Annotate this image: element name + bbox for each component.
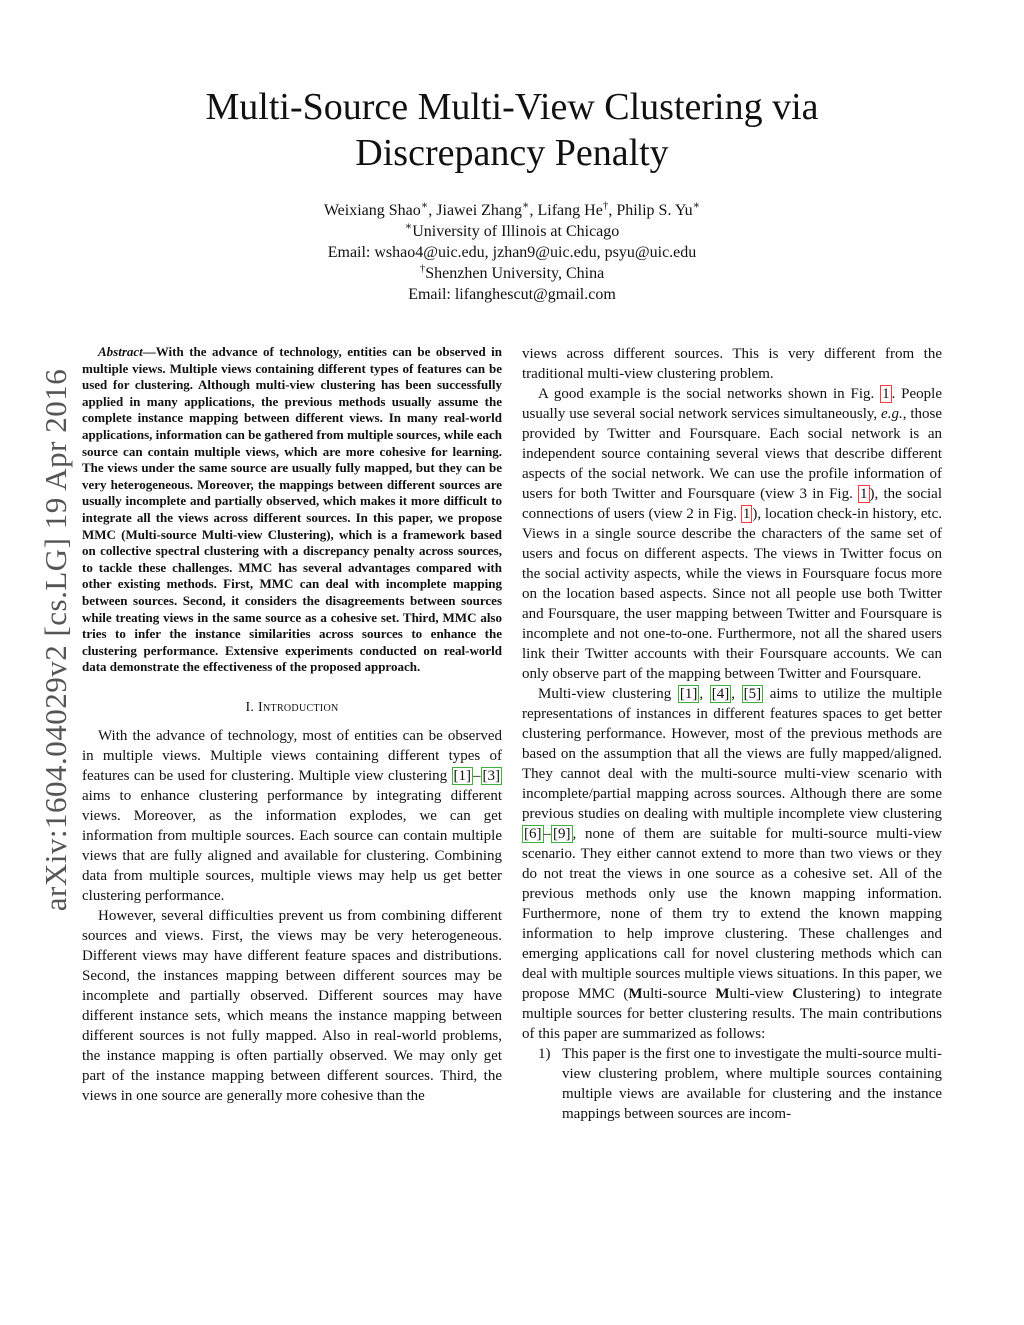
intro-paragraph-3: views across different sources. This is very different from the traditional multi-view clustering problem. (522, 346, 942, 382)
affiliation-mark: ∗ (404, 220, 413, 233)
intro-paragraph-4 (522, 384, 942, 684)
figure-link[interactable]: 1 (860, 486, 868, 502)
author-name: Philip S. Yu (616, 202, 693, 219)
arxiv-stamp (38, 368, 73, 912)
paragraph-text: ), location check-in history, etc. Views in a single source describe the characters of the same set of users and focus on different aspects. The views in Twitter focus on the social activity aspects, while the views in Foursquare focus more on the location based aspects. Since not all people use both Twitter and Foursquare, the user mapping between Twitter and Foursquare is incomplete and not one-to-one. Furthermore, not all the shared users link their Twitter accounts with their Foursquare accounts. We can only observe part of the mapping between Twitter and Foursquare. (522, 506, 942, 682)
paragraph-text: ulti-view (729, 986, 793, 1002)
paragraph-text: , those provided by Twitter and Foursquare. Each social network is an independent source containing several views that describe different aspects of the social network. We can use the profile information of users for both Twitter and Foursquare (view 3 in Fig. (522, 406, 942, 502)
paragraph-text: aims to enhance clustering performance by integrating different views. Moreover, as the information explodes, we can get information from multiple sources. Each source can contain multiple views that are fully aligned and available for clustering. Combining data from multiple sources, multiple views may help us get better clustering performance. (82, 787, 502, 904)
paragraph-text: ) to integrate multiple sources for better clustering results. The main contributions of this paper are summarized as follows: (522, 986, 943, 1042)
section-heading-introduction (82, 698, 502, 718)
paragraph-text: ulti-source (642, 986, 716, 1002)
abstract-text: With the advance of technology, entities can be observed in multiple views. Multiple views containing different types of features can be used for clustering. Although multi-view clustering has been successfully applied in many applications, the previous methods usually assume the complete instance mapping between different views. In many real-world applications, information can be gathered from multiple sources, while each source can contain multiple views, which are more cohesive for learning. The views under the same source are usually fully mapped, but they can be very heterogeneous. Moreover, the mappings between different sources are usually incomplete and partially observed, which makes it more difficult to integrate all the views across different sources. In this paper, we propose MMC (Multi-source Multi-view Clustering), which is a framework based on collective spectral clustering with a discrepancy penalty across sources, to tackle these challenges. MMC has several advantages compared with other existing methods. First, MMC can deal with incomplete mapping between sources. Second, it considers the disagreements between sources while treating views in the same source as a cohesive set. Third, MMC also tries to infer the instance similarities across sources to enhance the clustering performance. Extensive experiments conducted on real-world data demonstrate the effectiveness of the proposed approach. (82, 344, 502, 675)
paragraph-text: A good example is the social networks shown in Fig. (538, 386, 881, 402)
paragraph-text: aims to utilize the multiple representations of instances in different features spaces to get better clustering performance. However, most of the previous methods are based on the assumption that all the views are fully mapped/aligned. They cannot deal with the multi-source multi-view scenario with incomplete/partial mapping across sources. Although there are some previous studies on dealing with multiple incomplete view clustering (522, 686, 943, 822)
email-2: Email: lifanghescut@gmail.com (408, 286, 616, 303)
affiliation-mark: † (602, 199, 609, 212)
list-item-text: This paper is the first one to investigate the multi-source multi-view clustering problem, where multiple sources containing multiple views are available for clustering and the instance mappings between sources are incom- (562, 1046, 942, 1122)
author-name: Weixiang Shao (323, 202, 421, 219)
left-column (82, 344, 502, 1106)
list-item (522, 1044, 942, 1124)
abstract-dash: — (142, 344, 156, 359)
contributions-list (522, 1044, 942, 1124)
citation-link[interactable]: [5] (743, 686, 762, 702)
citation-link[interactable]: [4] (711, 686, 730, 702)
paper-title: Multi-Source Multi-View Clustering via Discrepancy Penalty (205, 86, 819, 174)
author-name: Jiawei Zhang (436, 202, 523, 219)
affiliation-1 (150, 221, 874, 242)
author-names: Weixiang Shao∗, Jiawei Zhang∗, Lifang He†, Philip S. Yu∗ (323, 199, 701, 219)
citation-link[interactable]: [6] (524, 826, 542, 842)
intro-paragraph-1 (82, 726, 502, 906)
range-dash: – (543, 826, 551, 842)
citation-link[interactable]: [9] (553, 826, 571, 842)
abstract-label: Abstract (98, 344, 143, 359)
figure-link[interactable]: 1 (742, 506, 751, 522)
paragraph-text: Multi-view clustering (538, 686, 678, 702)
paragraph-text: , none of them are suitable for multi-source multi-view scenario. They either cannot extend to more than two views or they do not treat the views in one source as a cohesive set. All of the previous methods only use the known mapping information. Furthermore, none of them try to extend the known mapping information to help improve clustering. These challenges and emerging applications call for novel clustering methods which can deal with multiple sources multiple views situations. In this paper, we propose MMC ( (522, 826, 942, 1002)
separator: , (699, 686, 710, 702)
affiliation-mark: ∗ (420, 199, 429, 212)
affiliation-text: Shenzhen University, China (425, 265, 605, 282)
email-1: Email: wshao4@uic.edu, jzhan9@uic.edu, psyu@uic.edu (327, 244, 697, 261)
author-block (150, 200, 874, 305)
affiliation-mark: ∗ (692, 199, 701, 212)
affiliation-mark: † (419, 262, 426, 275)
paragraph-text: lustering (803, 986, 856, 1002)
list-number: 1) (538, 1046, 551, 1062)
acronym-letter: C (792, 986, 804, 1002)
intro-paragraph-2: However, several difficulties prevent us from combining different sources and views. First, the views may be very heterogeneous. Different views may have different feature spaces and distributions. Second, the instances mapping between different sources may be incomplete and partially observed. Different sources may have different instance sets, which means the instance mapping between different sources is not fully mapped. Also in real-world problems, the instance mapping is often partially observed. We may only get part of the instance mapping between different sources. Third, the views in one source are generally more cohesive than the (82, 907, 502, 1104)
section-title: Introduction (258, 699, 339, 715)
citation-link[interactable]: [3] (482, 767, 500, 784)
figure-link[interactable]: 1 (882, 386, 890, 402)
right-column (522, 344, 942, 1124)
emphasis-text: e.g. (881, 406, 903, 422)
author-name: Lifang He (537, 202, 603, 219)
section-numeral: I. (245, 699, 255, 715)
arxiv-id: arXiv:1604.04029v2 [cs.LG] 19 Apr 2016 (38, 368, 73, 912)
paragraph-text: . People usually use several social network services simultaneously, (522, 386, 943, 422)
acronym-letter: M (628, 986, 643, 1002)
paragraph-text: With the advance of technology, most of entities can be observed in multiple views. Multiple views containing different types of features can be used for clustering. Multiple view clustering (82, 727, 502, 784)
intro-paragraph-5 (522, 684, 942, 1044)
citation-link[interactable]: [1] (453, 767, 471, 784)
affiliation-mark: ∗ (522, 199, 530, 212)
range-dash: – (473, 767, 481, 784)
acronym-letter: M (715, 986, 730, 1002)
affiliation-2 (150, 263, 874, 284)
paragraph-text: ), the social connections of users (view 2 in Fig. (522, 486, 943, 522)
abstract (82, 344, 502, 676)
separator: , (731, 686, 742, 702)
affiliation-text: University of Illinois at Chicago (412, 223, 620, 240)
citation-link[interactable]: [1] (679, 686, 698, 702)
